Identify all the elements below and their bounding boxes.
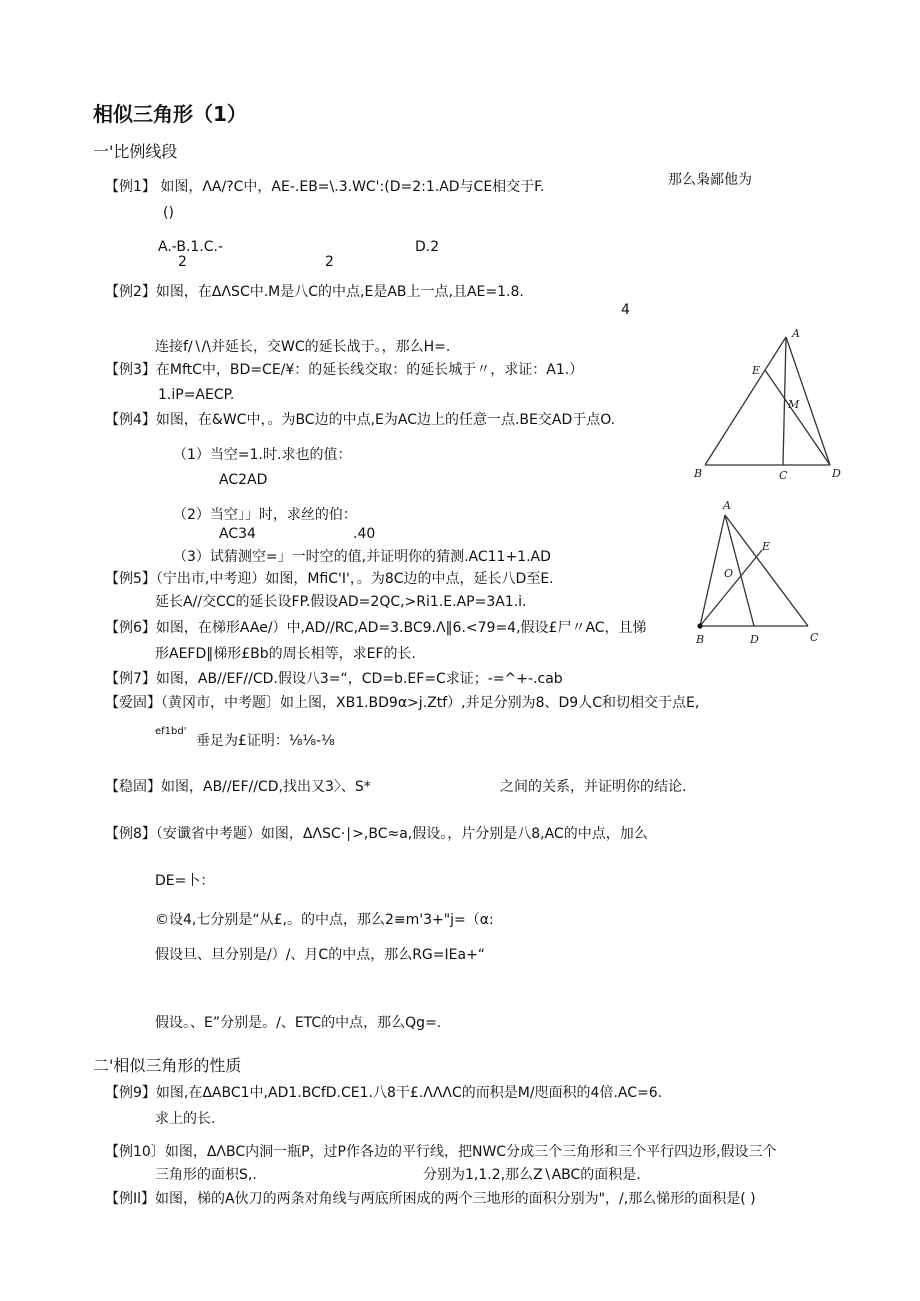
example-3-text-b: 1.iP=AECP. (158, 387, 235, 403)
example-1-options: A.-B.1.C.- (158, 239, 224, 255)
figure-1-label-e: E (752, 364, 761, 377)
example-1-denominator-a: 2 (178, 254, 187, 270)
example-4-part-2: （2）当空」」时，求丝的伯： (173, 507, 357, 523)
consolidation-2-text: 【稳固】如图，AB//EF//CD,找出又3〉、S* (105, 779, 371, 795)
example-2-text: 【例2】如图，在ΔΛSC中.M是八C的中点,E是AB上一点,且AE=1.8. (105, 284, 524, 300)
figure-2-label-c: C (810, 631, 819, 644)
figure-1-label-m: M (788, 398, 800, 411)
example-10-text: 【例10〕如图，ΔΛBC内洞一瓶P，过P作各边的平行线，把NWC分成三个三角形和三个平行四边形,假设三个 (105, 1144, 777, 1160)
example-2-number: 4 (621, 302, 630, 318)
figure-2-side-ab (700, 515, 725, 626)
example-4-part-1-b: AC2AD (219, 472, 268, 488)
example-8-text-b: DE=卜： (155, 873, 215, 889)
figure-triangle-2 (688, 495, 838, 655)
example-9-text-b: 求上的长. (155, 1111, 216, 1127)
example-7-text: 【例7】如图，AB//EF//CD.假设八3=“，CD=b.EF=C求证；-=^+-.cab (105, 671, 563, 687)
figure-2-segment-be (700, 550, 762, 626)
example-1-paren: () (163, 205, 174, 221)
figure-1-label-a: A (792, 327, 800, 340)
figure-2-label-e: E (762, 540, 771, 553)
example-5-text-b: 延长A//交CC的延长设FP.假设AD=2QC,>Ri1.E.AP=3A1.i. (155, 594, 527, 610)
figure-triangle-1 (690, 325, 850, 485)
example-4-text: 【例4】如图，在&WC中，。为BC边的中点,E为AC边上的任意一点.BE交AD于点O. (105, 412, 616, 428)
example-11-text: 【例Il】如图，梯的A伙刀的两条对角线与两底所困成的两个三地形的面积分别为"，/,那么悌形的面积是( ) (105, 1191, 756, 1207)
page-title: 相似三角形（1） (93, 102, 247, 126)
example-1-option-d: D.2 (415, 239, 440, 255)
example-4-part-2-b: AC34 (219, 526, 256, 542)
example-1-right-text: 那么枭鄙他为 (668, 172, 752, 188)
figure-1-label-d: D (832, 467, 841, 480)
figure-2-label-b: B (696, 633, 705, 646)
example-1-denominator-c: 2 (325, 254, 334, 270)
example-8-text-c: ©设4,七分别是“从£,。的中点，那么2≡m'3+"j=（α: (155, 912, 494, 928)
figure-2-label-o: O (724, 567, 734, 580)
example-4-part-3: （3）试猜测空=」一时空的值,并证明你的猜测.AC11+1.AD (173, 549, 551, 565)
figure-1-label-c: C (779, 469, 788, 482)
consolidation-1-small-label: ef1bd' (155, 726, 187, 737)
figure-1-side-ab (705, 337, 786, 465)
figure-2-side-ac (725, 515, 808, 626)
figure-1-label-b: B (694, 467, 703, 480)
example-2-text-b: 连接f∕∖∕\并延长，交WC的延长战于。，那么H=. (155, 339, 451, 355)
example-8-text: 【例8】（安谶省中考题）如图，ΔΛSC·∣>,BC≈a,假设。，片分别是八8,AC的中点，加么 (105, 826, 648, 842)
example-3-text: 【例3】在MftC中，BD=CE/¥：的延长线交取：的延长城于〃，求证：A1.） (105, 362, 584, 378)
example-4-part-1: （1）当空=1.时.求也的值： (173, 447, 352, 463)
figure-2-label-d: D (750, 633, 759, 646)
figure-1-segment-ed (765, 370, 830, 465)
example-10-text-c: 分别为1,1.2,那么Z∖ABC的面积是. (423, 1167, 641, 1183)
consolidation-1-text-b: 垂足为£证明：⅛⅛-⅛ (196, 733, 335, 749)
section-heading-2: 二'相似三角形的性质 (93, 1056, 242, 1075)
example-8-text-e: 假设。、E”分别是。/、ETC的中点，那么Qg=. (155, 1015, 442, 1031)
example-6-text-b: 形AEFD‖梯形£Bb的周长相等，求EF的长. (155, 646, 417, 662)
figure-2-point-b (697, 623, 702, 628)
example-6-text: 【例6】如图，在梯形AAe/）中,AD//RC,AD=3.BC9.Λ‖6.<79=4,假设£尸〃AC，且悌 (105, 620, 647, 636)
consolidation-2-right-text: 之间的关系，并证明你的结论. (500, 779, 687, 795)
example-8-text-d: 假设旦、旦分别是/）/、月C的中点，那么RG=IEa+“ (155, 947, 486, 963)
example-9-text: 【例9】如图,在ΔABC1中,AD1.BCfD.CE1.八8干£.ΛΛΛC的而积是M/咫面积的4倍.AC=6. (105, 1085, 663, 1101)
example-4-part-2-c: .40 (353, 526, 376, 542)
consolidation-1-text: 【爱固】（黄冈市，中考题〕如上图，XB1.BD9α>j.Ztf）,并足分别为8、D9人C和切相交于点E, (105, 695, 700, 711)
section-heading-1: 一'比例线段 (93, 142, 178, 161)
example-10-text-b: 三角形的面枳S,. (155, 1167, 257, 1183)
figure-2-label-a: A (723, 499, 731, 512)
example-5-text: 【例5】（宁出市,中考迎）如图，MfiC'I'，。为8C边的中点，延长八D至E. (105, 571, 554, 587)
example-1-text: 【例1】 如图，ΛΑ∕?C中，AE-.EB=\.3.WC':(D=2:1.AD与CE相交于F. (105, 179, 545, 195)
